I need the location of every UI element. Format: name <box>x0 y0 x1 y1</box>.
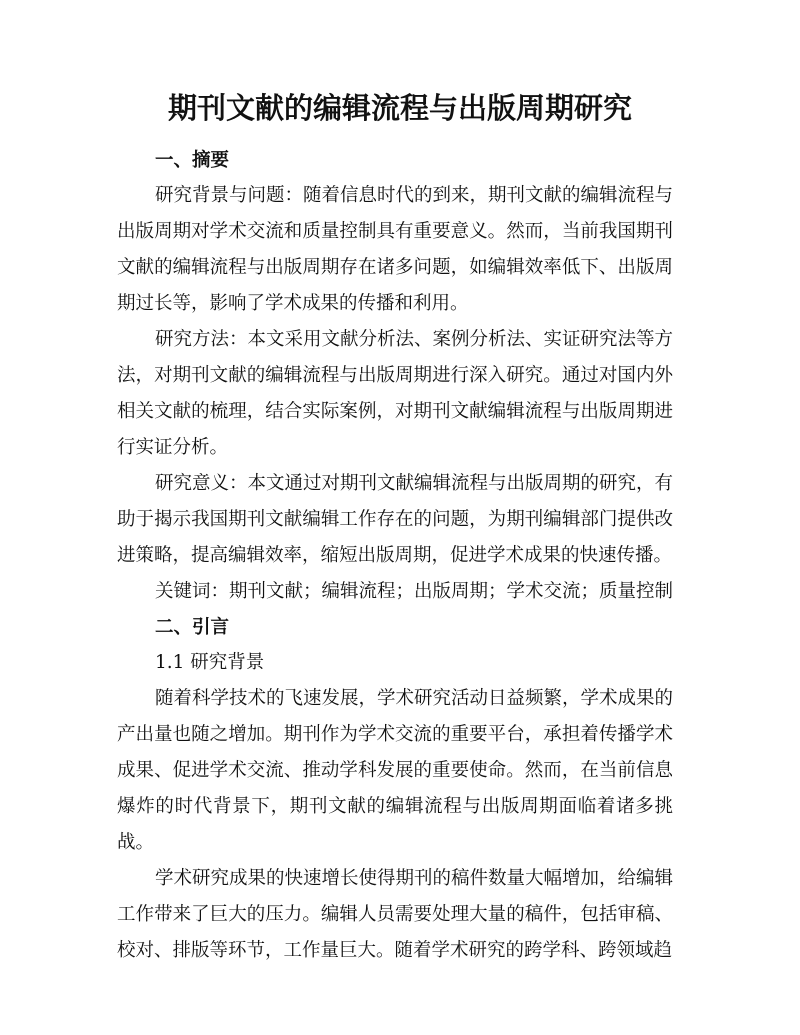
intro-paragraph-2: 学术研究成果的快速增长使得期刊的稿件数量大幅增加，给编辑工作带来了巨大的压力。编辑人员需要处理大量的稿件，包括审稿、校对、排版等环节，工作量巨大。随着学术研究的跨学科、跨领域趋 <box>117 868 674 961</box>
abstract-paragraph-background: 研究背景与问题：随着信息时代的到来，期刊文献的编辑流程与出版周期对学术交流和质量控制具有重要意义。然而，当前我国期刊文献的编辑流程与出版周期存在诸多问题，如编辑效率低下、出版周期过长等，影响了学术成果的传播和利用。 <box>117 185 674 314</box>
abstract-paragraph-method: 研究方法：本文采用文献分析法、案例分析法、实证研究法等方法，对期刊文献的编辑流程与出版周期进行深入研究。通过对国内外相关文献的梳理，结合实际案例，对期刊文献编辑流程与出版周期进行实证分析。 <box>117 329 674 458</box>
section-heading-intro: 二、引言 <box>155 617 230 638</box>
intro-paragraph-1: 随着科学技术的飞速发展，学术研究活动日益频繁，学术成果的产出量也随之增加。期刊作为学术交流的重要平台，承担着传播学术成果、促进学术交流、推动学科发展的重要使命。然而，在当前信息爆炸的时代背景下，期刊文献的编辑流程与出版周期面临着诸多挑战。 <box>117 688 674 853</box>
section-heading-abstract: 一、摘要 <box>155 150 230 171</box>
abstract-paragraph-significance: 研究意义：本文通过对期刊文献编辑流程与出版周期的研究，有助于揭示我国期刊文献编辑工作存在的问题，为期刊编辑部门提供改进策略，提高编辑效率，缩短出版周期，促进学术成果的快速传播。 <box>117 473 674 566</box>
document-title: 期刊文献的编辑流程与出版周期研究 <box>167 91 632 125</box>
document-body <box>117 143 673 969</box>
keywords-line: 关键词：期刊文献；编辑流程；出版周期；学术交流；质量控制 <box>155 581 674 602</box>
subsection-heading-background: 1.1 研究背景 <box>155 652 265 673</box>
